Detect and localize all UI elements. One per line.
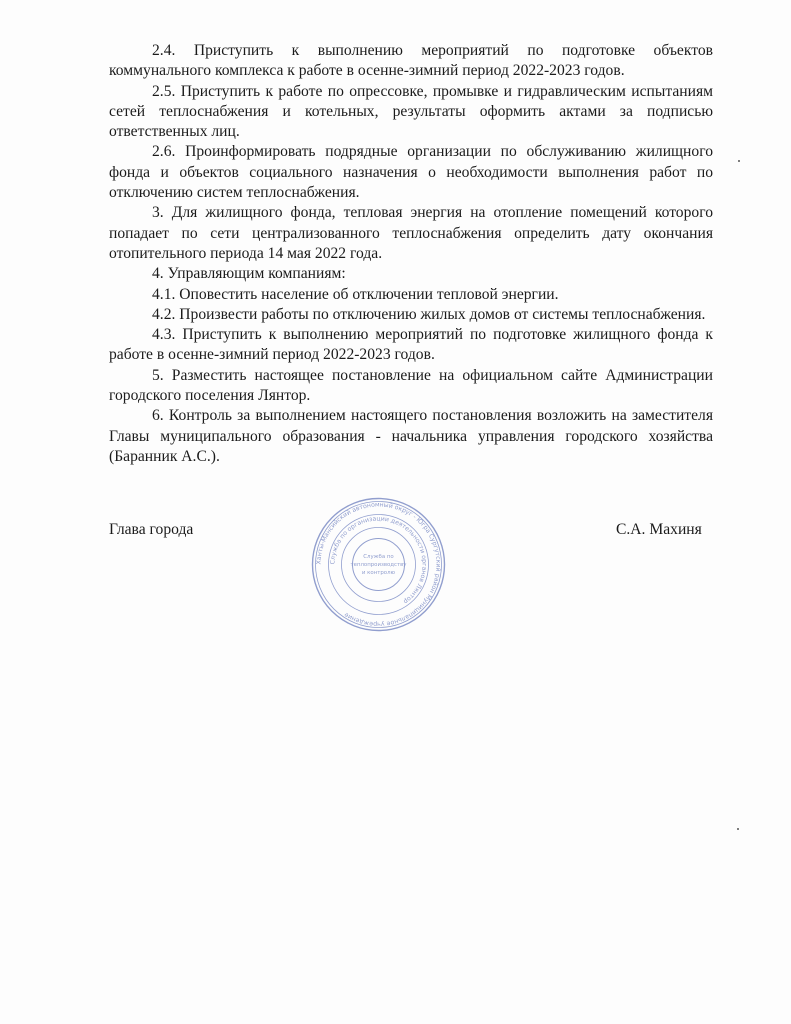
paragraph-4-1: 4.1. Оповестить население об отключении тепловой энергии. — [152, 285, 559, 303]
paragraph-4-2: 4.2. Произвести работы по отключению жилых домов от системы теплоснабжения. — [152, 305, 706, 323]
paragraph-3: 3. Для жилищного фонда, тепловая энергия на отопление помещений которого попадает по сети централизованного теплоснабжения определить дату окончания отопительного периода 14 мая 2022 года. — [109, 204, 713, 262]
paragraph-2-5: 2.5. Приступить к работе по опрессовке, промывке и гидравлическим испытаниям сетей теплоснабжения и котельных, результаты оформить актами за подписью ответственных лиц. — [109, 82, 713, 141]
paragraph-2-4: 2.4. Приступить к выполнению мероприятий по подготовке объектов коммунального комплекса к работе в осенне-зимний период 2022-2023 годов. — [109, 42, 713, 80]
seal-center-line-1: Служба по — [363, 554, 394, 560]
document-body — [109, 41, 713, 467]
seal-outer-text: Ханты-Мансийский автономный округ - Югра Сургутский район Муниципальное учреждение — [315, 501, 442, 628]
seal-center-line-2: теплопроизводству — [350, 562, 407, 568]
svg-text:Служба по организации деятельн — [329, 515, 427, 605]
scan-speck — [737, 828, 739, 830]
seal-inner-text: Служба по организации деятельности органов Лянтор — [329, 515, 428, 606]
paragraph-4-3: 4.3. Приступить к выполнению мероприятий по подготовке жилищного фонда к работе в осенне-зимний период 2022-2023 годов. — [109, 326, 713, 364]
paragraph-2-6: 2.6. Проинформировать подрядные организации по обслуживанию жилищного фонда и объектов социального назначения о необходимости выполнения работ по отключению систем теплоснабжения. — [109, 143, 713, 202]
official-seal-stamp — [310, 496, 447, 633]
seal-center-line-3: и контролю — [361, 570, 396, 576]
paragraph-5: 5. Разместить настоящее постановление на официальном сайте Администрации городского поселения Лянтор. — [109, 366, 713, 405]
scan-speck — [738, 160, 740, 162]
paragraph-4: 4. Управляющим компаниям: — [152, 265, 346, 283]
signatory-name: С.А. Махиня — [616, 521, 702, 538]
paragraph-6: 6. Контроль за выполнением настоящего постановления возложить на заместителя Главы муниципального образования - начальника управления городского хозяйства (Баранник А.С.). — [109, 407, 713, 465]
signatory-position: Глава города — [109, 521, 194, 538]
